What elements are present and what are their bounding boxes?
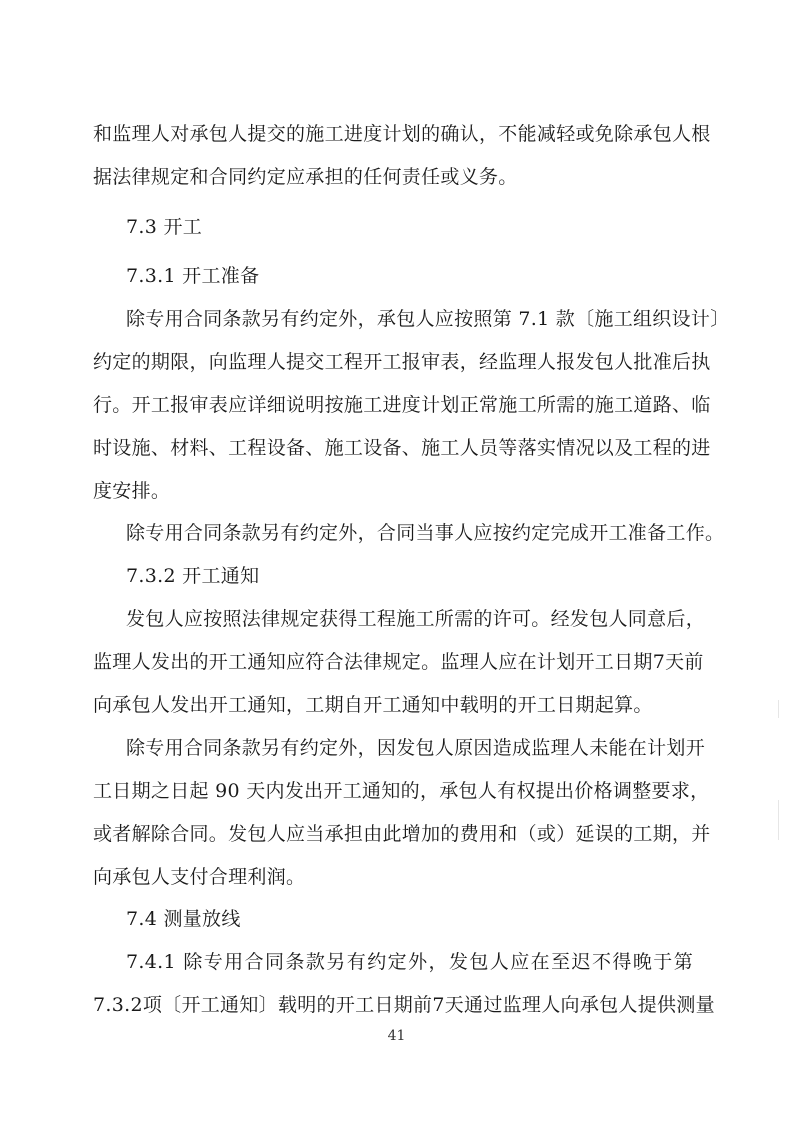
paragraph-line: 约定的期限，向监理人提交工程开工报审表，经监理人报发包人批准后执 <box>93 351 711 373</box>
paragraph-line: 7.4.1 除专用合同条款另有约定外，发包人应在至迟不得晚于第 <box>126 951 693 973</box>
paragraph-line: 除专用合同条款另有约定外，承包人应按照第 7.1 款〔施工组织设计〕 <box>126 308 730 330</box>
paragraph-line: 向承包人发出开工通知，工期自开工通知中载明的开工日期起算。 <box>93 694 653 716</box>
paragraph-line: 或者解除合同。发包人应当承担由此增加的费用和（或）延误的工期，并 <box>93 823 711 845</box>
paragraph-line: 7.3.2项〔开工通知〕载明的开工日期前7天通过监理人向承包人提供测量 <box>93 994 715 1016</box>
paragraph-line: 度安排。 <box>93 480 171 502</box>
paragraph-line: 除专用合同条款另有约定外，因发包人原因造成监理人未能在计划开 <box>126 737 706 759</box>
paragraph-line: 除专用合同条款另有约定外，合同当事人应按约定完成开工准备工作。 <box>126 522 725 544</box>
paragraph-line: 据法律规定和合同约定应承担的任何责任或义务。 <box>93 166 518 188</box>
paragraph-line: 工日期之日起 90 天内发出开工通知的，承包人有权提出价格调整要求， <box>93 780 710 802</box>
paragraph-line: 行。开工报审表应详细说明按施工进度计划正常施工所需的施工道路、临 <box>93 394 711 416</box>
section-heading: 7.4 测量放线 <box>126 908 241 930</box>
subsection-heading: 7.3.1 开工准备 <box>126 265 260 287</box>
subsection-heading: 7.3.2 开工通知 <box>126 565 260 587</box>
scan-edge-mark <box>778 700 779 718</box>
page-number: 41 <box>387 1028 406 1044</box>
paragraph-line: 向承包人支付合理利润。 <box>93 866 306 888</box>
paragraph-line: 监理人发出的开工通知应符合法律规定。监理人应在计划开工日期7天前 <box>93 651 704 673</box>
paragraph-line: 和监理人对承包人提交的施工进度计划的确认，不能减轻或免除承包人根 <box>93 123 711 145</box>
scan-edge-mark <box>778 800 779 840</box>
paragraph-line: 时设施、材料、工程设备、施工设备、施工人员等落实情况以及工程的进 <box>93 437 711 459</box>
section-heading: 7.3 开工 <box>126 216 203 238</box>
paragraph-line: 发包人应按照法律规定获得工程施工所需的许可。经发包人同意后， <box>126 608 706 630</box>
